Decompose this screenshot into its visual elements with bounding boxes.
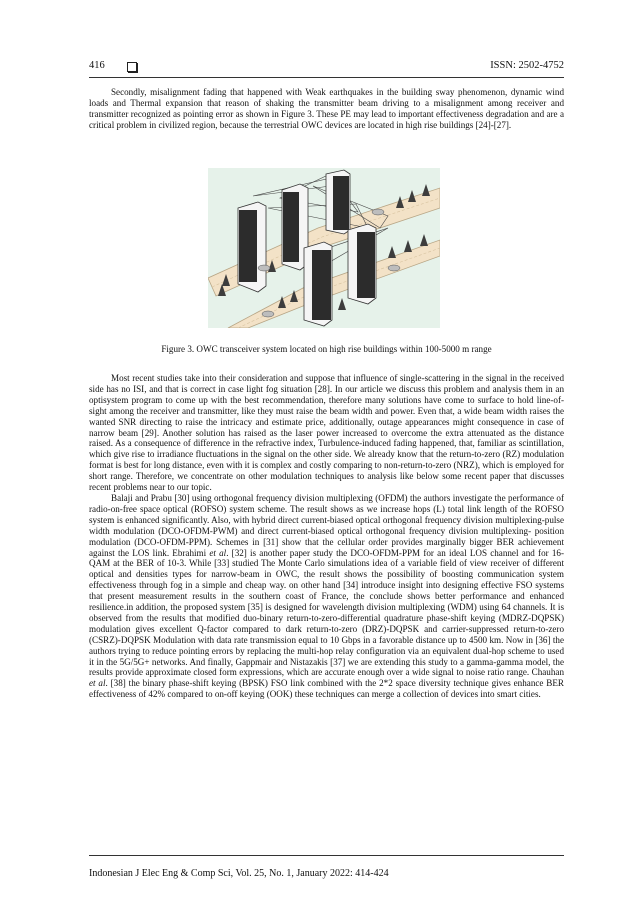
header-rule: [89, 77, 564, 78]
paragraph-3-part-a: Balaji and Prabu [30] using orthogonal frequency division multiplexing (OFDM) the authors investigate the performance of radio-on-free space optical (ROFSO) system scheme. The result shows as we increase hops (L) total link length of the ROFSO system is enhanced significantly. Also, with hybrid direct current-biased optical orthogonal frequency division multiplexing-pulse width modulation (DCO-OFDM-PWM) and direct current-biased optical orthogonal frequency division multiplexing- position modulation (DCO-OFDM-PPM). Schemes in [31] show that the cellular order provides marginally bigger BER achievement against the LOS link. Ebrahimi: [89, 492, 564, 558]
footer-rule: [89, 855, 564, 856]
issn-label: ISSN: 2502-4752: [490, 60, 564, 71]
paragraph-3: [89, 493, 564, 700]
journal-footer: Indonesian J Elec Eng & Comp Sci, Vol. 25, No. 1, January 2022: 414-424: [89, 868, 389, 879]
paragraph-3-part-c: . [38] the binary phase-shift keying (BPSK) FSO link combined with the 2*2 space diversity technique gives enhance BER effectiveness of 42% compared to on-off keying (OOK) these techniques can merge a collection of devices into smart cities.: [89, 678, 564, 700]
figure-caption: Figure 3. OWC transceiver system located on high rise buildings within 100-5000 m range: [161, 344, 492, 354]
page-number: 416: [89, 60, 105, 71]
paragraph-3-part-b: . [32] is another paper study the DCO-OFDM-PPM for an ideal LOS channel and for 16- QAM at the BER of 10-3. While [33] studied The Monte Carlo simulations idea of a variable field of view receiver of different optical and densities types for narrow-beam in OWC, the result shows the possibility of boosting communication system effectiveness through fog in a simple and cheap way. on other hand [34] introduce insight into designing effective FSO systems that present measurement results in the southern coast of France, the conclude shows better performance and enhanced resilience.in addition, the proposed system [35] is designed for wavelength division multiplexing (WDM) using 64 channels. It is observed from the results that modified duo-binary return-to-zero-differential quadrature phase-shift keying (MDRZ-DQPSK) modulation gives excellent Q-factor compared to dark return-to-zero (DRZ)-DQPSK and carrier-suppressed return-to-zero (CSRZ)-DQPSK Modulation with data rate transmission equal to 10 Gbps in a favorable distance up to 4500 km. Now in [36] the authors trying to reduce pointing errors by replacing the multi-hop relay configuration via an equivalent dual-hop scheme to used it in the 5G/5G+ networks. And finally, Gappmair and Nistazakis [37] we are extending this study to a gamma-gamma model, the results provide approximate closed form expressions, which are accurate enough over a wide signal to noise ratio range. Chauhan: [89, 547, 564, 678]
city-buildings-illustration: [208, 168, 440, 328]
paragraph-block-1: [89, 87, 564, 131]
paragraph-1: Secondly, misalignment fading that happened with Weak earthquakes in the building sway phenomenon, dynamic wind loads and Thermal expansion that reason of shaking the transmitter beam driving to a misalignment among receiver and transmitter recognized as pointing error as shown in Figure 3. These PE may lead to important effectiveness degradation and are a critical problem in civilized region, because the terrestrial OWC devices are located in high rise buildings [24]-[27].: [89, 87, 564, 130]
paragraph-2: Most recent studies take into their consideration and suppose that influence of single-scattering in the signal in the received side has no ISI, and that is correct in case light fog situation [28]. In our article we discuss this problem and analysis them in an optisystem program to come up with the best recommendation, therefore many solutions have come to surface to hold line-of-sight among the receiver and transmitter, like they must raise the beam width and power. Even that, a wide beam width raises the wanted SNR directing to raise the intricacy and estimate price, additionally, outage appearances might consequence in case of narrow beam [29]. Another solution has raised as the laser power increased to overcome the extra attenuated as the distance raised. As a consequence of difference in the refractive index, Turbulence-induced fading happened, that, familiar as scintillation, which give rise to irradiance fluctuations in the signal on the other side. We already know that the return-to-zero (RZ) modulation format is best for long distance, even with it is complex and costly comparing to non-return-to-zero (NRZ), which is employed for short range. Therefore, we concentrate on other modulation techniques to analysis like below some recent paper that discusses recent problems near to our topic.: [89, 373, 564, 493]
figure-3-illustration: [208, 168, 440, 328]
et-al-1: et al: [209, 547, 227, 558]
paragraph-block-2: [89, 373, 564, 700]
et-al-2: et al: [89, 678, 106, 689]
page-header: [89, 60, 564, 76]
box-icon: [127, 62, 137, 72]
